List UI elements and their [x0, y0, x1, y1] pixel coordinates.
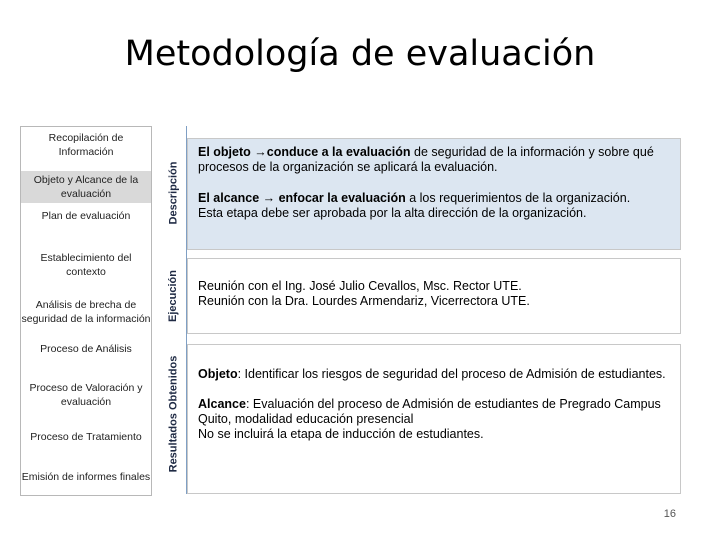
- step-tratamiento: Proceso de Tratamiento: [30, 431, 142, 443]
- step-objeto-alcance: Objeto y Alcance de la evaluación: [21, 171, 151, 203]
- descripcion-objeto-text: El objeto →conduce a la evaluación de seguridad de la información y sobre qué procesos de la organización se aplicará la evaluación.: [198, 145, 654, 174]
- ejecucion-box: [187, 258, 681, 334]
- resultados-alcance-text: Alcance: Evaluación del proceso de Admisión de estudiantes de Pregrado Campus Quito, modalidad educación presencial No se incluirá la etapa de inducción de estudiantes.: [198, 397, 661, 441]
- step-analisis-brecha: Análisis de brecha de seguridad de la información: [21, 299, 151, 325]
- resultados-objeto-text: Objeto: Identificar los riesgos de seguridad del proceso de Admisión de estudiantes.: [198, 367, 666, 381]
- step-contexto: Establecimiento del contexto: [40, 252, 132, 278]
- resultados-box: [187, 344, 681, 494]
- section-label-resultados: Resultados Obtenidos: [167, 355, 179, 473]
- step-informes: Emisión de informes finales: [21, 471, 151, 483]
- step-valoracion: Proceso de Valoración y evaluación: [29, 382, 143, 408]
- step-proceso-analisis: Proceso de Análisis: [40, 343, 132, 355]
- ejecucion-reunion-2: Reunión con la Dra. Lourdes Armendariz, Vicerrectora UTE.: [198, 294, 530, 308]
- page-number: 16: [663, 508, 676, 520]
- ejecucion-reunion-1: Reunión con el Ing. José Julio Cevallos, Msc. Rector UTE.: [198, 279, 522, 293]
- section-label-descripcion: Descripción: [167, 161, 179, 225]
- step-recopilacion: Recopilación de Información: [48, 132, 124, 158]
- section-label-ejecucion: Ejecución: [167, 270, 179, 322]
- process-steps-panel: [20, 126, 152, 496]
- step-plan: Plan de evaluación: [41, 210, 131, 222]
- page-title: Metodología de evaluación: [124, 34, 596, 74]
- descripcion-alcance-text: El alcance → enfocar la evaluación a los requerimientos de la organización. Esta etapa debe ser aprobada por la alta dirección de la organización.: [198, 191, 631, 220]
- descripcion-box: [187, 138, 681, 250]
